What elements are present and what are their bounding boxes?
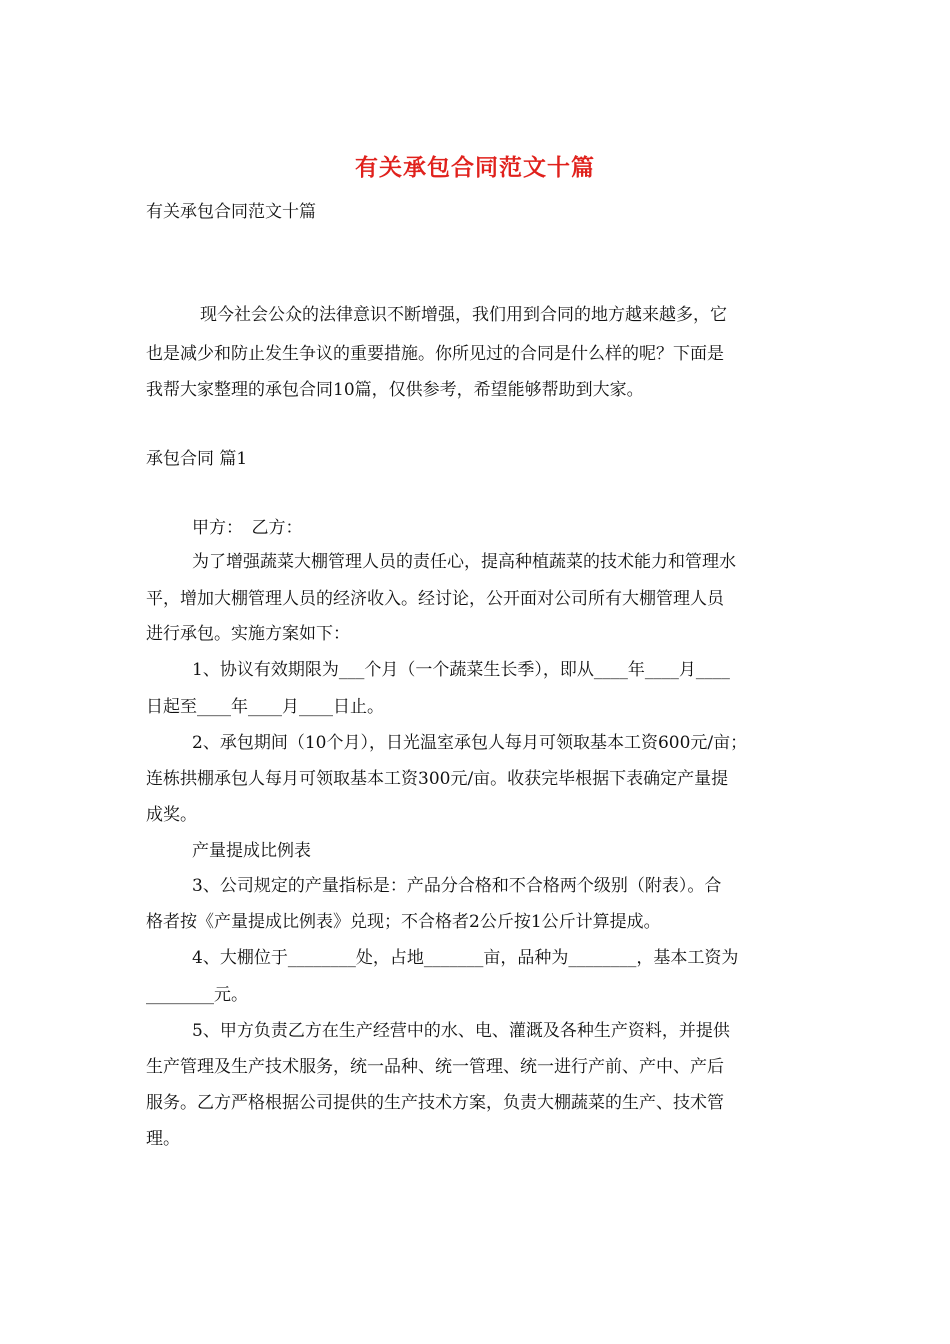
parties-line: 甲方： 乙方： [192,518,303,538]
clause-1-line-1: 1、协议有效期限为___个月（一个蔬菜生长季），即从____年____月____ [192,660,730,680]
document-subtitle: 有关承包合同范文十篇 [146,202,316,222]
clause-5-line-1: 5、甲方负责乙方在生产经营中的水、电、灌溉及各种生产资料，并提供 [192,1021,730,1041]
purpose-line-2: 平，增加大棚管理人员的经济收入。经讨论，公开面对公司所有大棚管理人员 [146,589,724,609]
clause-2-line-3: 成奖。 [146,805,197,825]
clause-3-line-2: 格者按《产量提成比例表》兑现；不合格者2公斤按1公斤计算提成。 [146,912,661,932]
purpose-line-3: 进行承包。实施方案如下： [146,624,350,644]
clause-1-line-2: 日起至____年____月____日止。 [146,697,384,717]
clause-2-line-2: 连栋拱棚承包人每月可领取基本工资300元/亩。收获完毕根据下表确定产量提 [146,769,729,789]
clause-4-line-1: 4、大棚位于________处，占地_______亩，品种为________，基本工资为 [192,948,739,968]
table-caption: 产量提成比例表 [192,841,311,861]
clause-5-line-4: 理。 [146,1129,180,1149]
purpose-line-1: 为了增强蔬菜大棚管理人员的责任心，提高种植蔬菜的技术能力和管理水 [192,552,736,572]
clause-4-line-2: ________元。 [146,985,248,1005]
intro-line-3: 我帮大家整理的承包合同10篇，仅供参考，希望能够帮助到大家。 [146,380,644,400]
clause-5-line-3: 服务。乙方严格根据公司提供的生产技术方案，负责大棚蔬菜的生产、技术管 [146,1093,724,1113]
clause-2-line-1: 2、承包期间（10个月），日光温室承包人每月可领取基本工资600元/亩； [192,733,748,753]
section-heading: 承包合同 篇1 [146,449,248,469]
document-title: 有关承包合同范文十篇 [355,154,595,181]
clause-5-line-2: 生产管理及生产技术服务，统一品种、统一管理、统一进行产前、产中、产后 [146,1057,724,1077]
intro-line-1: 现今社会公众的法律意识不断增强，我们用到合同的地方越来越多，它 [200,305,727,325]
clause-3-line-1: 3、公司规定的产量指标是：产品分合格和不合格两个级别（附表）。合 [192,876,722,896]
intro-line-2: 也是减少和防止发生争议的重要措施。你所见过的合同是什么样的呢？下面是 [146,344,724,364]
